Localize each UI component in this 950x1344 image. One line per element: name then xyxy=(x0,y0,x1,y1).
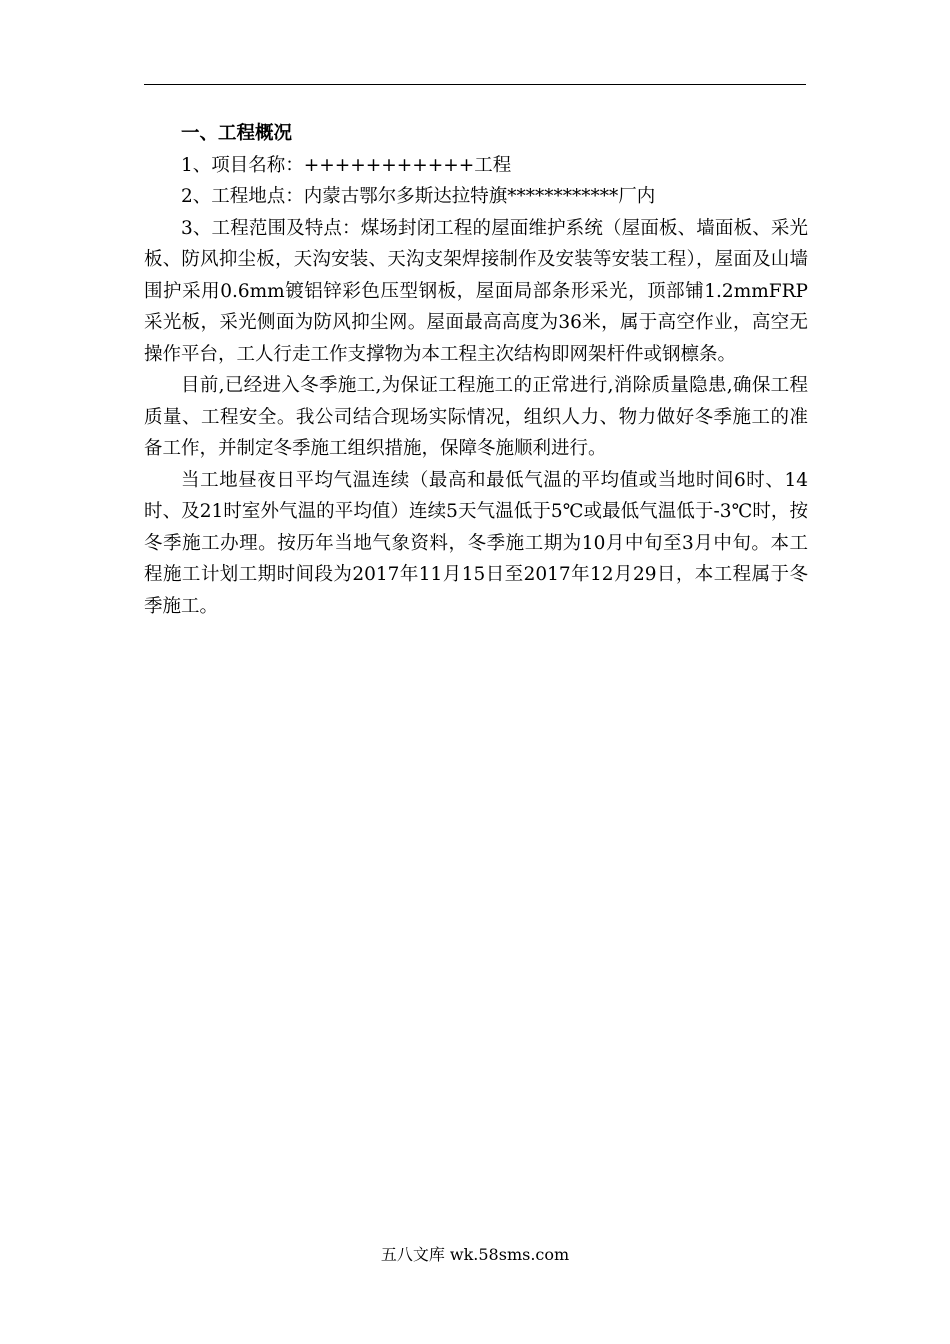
item-scope: 3、工程范围及特点：煤场封闭工程的屋面维护系统（屋面板、墙面板、采光板、防风抑尘板，天沟安装、天沟支架焊接制作及安装等安装工程），屋面及山墙围护采用0.6mm镀铝锌彩色压型钢板，屋面局部条形采光，顶部铺1.2mmFRP采光板，采光侧面为防风抑尘网。屋面最高高度为36米，属于高空作业，高空无操作平台，工人行走工作支撑物为本工程主次结构即网架杆件或钢檩条。 xyxy=(144,217,808,365)
paragraph-winter-definition: 当工地昼夜日平均气温连续（最高和最低气温的平均值或当地时间6时、14时、及21时室外气温的平均值）连续5天气温低于5℃或最低气温低于-3℃时，按冬季施工办理。按历年当地气象资料，冬季施工期为10月中旬至3月中旬。本工程施工计划工期时间段为2017年11月15日至2017年12月29日，本工程属于冬季施工。 xyxy=(144,469,808,617)
item-location: 2、工程地点：内蒙古鄂尔多斯达拉特旗************厂内 xyxy=(181,186,656,207)
item-project-name: 1、项目名称：+++++++++++工程 xyxy=(181,154,512,176)
header-rule xyxy=(144,84,806,85)
document-body xyxy=(144,118,808,622)
section-heading: 一、工程概况 xyxy=(181,123,293,144)
paragraph-winter-intro: 目前,已经进入冬季施工,为保证工程施工的正常进行,消除质量隐患,确保工程质量、工程安全。我公司结合现场实际情况，组织人力、物力做好冬季施工的准备工作，并制定冬季施工组织措施，保障冬施顺利进行。 xyxy=(144,375,808,459)
footer-watermark: 五八文库 wk.58sms.com xyxy=(380,1245,570,1264)
